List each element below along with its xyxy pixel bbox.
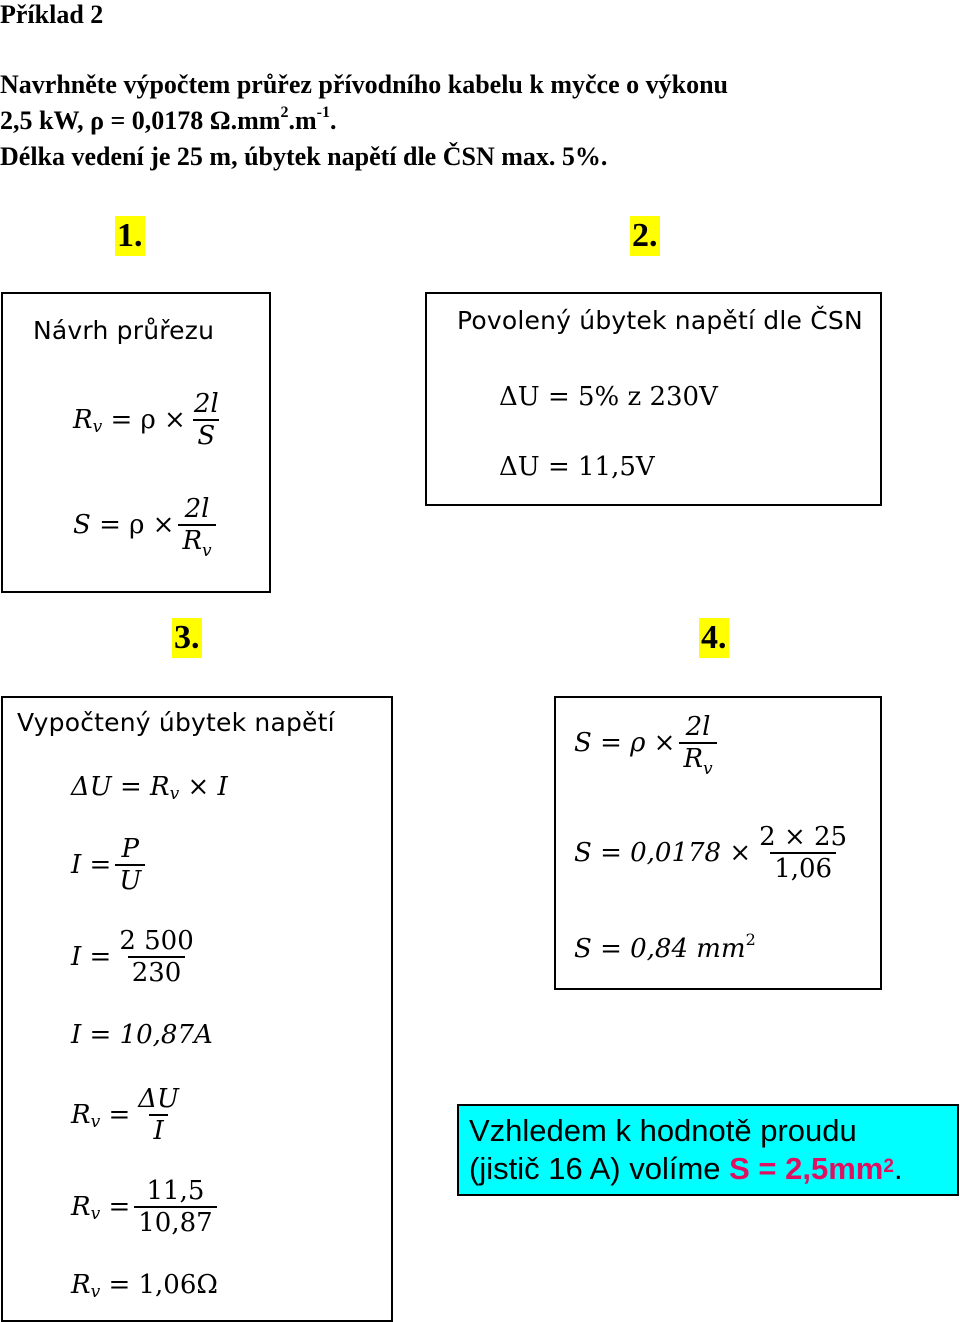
box3-equation-7: R v = 1,06Ω [71, 1270, 218, 1302]
box1-equation-1: R v = ρ × $\frac{2l}{S}$ [73, 389, 219, 451]
box3-equation-4: I = 10,87A [71, 1020, 213, 1050]
box2-equation-2: ΔU = 11,5V [499, 452, 655, 482]
box3-equation-6: R v = $\frac{11,5}{10,87}$ [71, 1176, 221, 1238]
task-line-1: Navrhněte výpočtem průřez přívodního kabelu k myčce o výkonu [0, 70, 728, 99]
box3-heading: Vypočtený úbytek napětí [17, 708, 335, 737]
box-cross-section-result [554, 696, 882, 990]
box1-heading: Návrh průřezu [33, 316, 215, 345]
box3-equation-2: I = $\frac{P}{U}$ [71, 834, 149, 896]
task-line-2: 2,5 kW, ρ = 0,0178 $\Omega.mm^2.m^{-1}$. [0, 104, 337, 135]
step-3-badge: 3. [174, 619, 200, 656]
step-4-badge: 4. [701, 619, 727, 656]
box-allowed-voltage-drop [425, 292, 882, 506]
box4-equation-2: S = 0,0178 × $\frac{2 \times 25}{1,06}$ [574, 822, 848, 884]
task-line-3: Délka vedení je 25 m, úbytek napětí dle ČSN max. 5%. [0, 142, 608, 171]
step-1-badge: 1. [117, 217, 143, 254]
box3-equation-5: R v = $\frac{\Delta U}{I}$ [71, 1084, 179, 1146]
box3-equation-3: I = $\frac{2 500}{230}$ [71, 926, 194, 988]
step-2-badge: 2. [632, 217, 658, 254]
page-title: Příklad 2 [0, 0, 104, 29]
box3-equation-1: ΔU = R v × I [71, 772, 228, 804]
box1-equation-2: S = ρ × $\frac{2l}{R_v}$ [73, 494, 220, 556]
box2-equation-1: ΔU = 5% z 230V [499, 382, 718, 412]
box2-heading: Povolený úbytek napětí dle ČSN [457, 306, 863, 335]
note-line-1: Vzhledem k hodnotě proudu [469, 1113, 857, 1148]
box4-equation-1: S = ρ × $\frac{2l}{R_v}$ [574, 712, 721, 774]
box4-equation-3: S = 0,84 mm $^2$ [574, 929, 756, 964]
box-design-cross-section [1, 292, 271, 593]
box-calculated-voltage-drop [1, 696, 393, 1322]
note-line-2: (jistič 16 A) volíme $S = 2,5mm^2$. [469, 1151, 903, 1186]
conclusion-note [457, 1104, 959, 1196]
